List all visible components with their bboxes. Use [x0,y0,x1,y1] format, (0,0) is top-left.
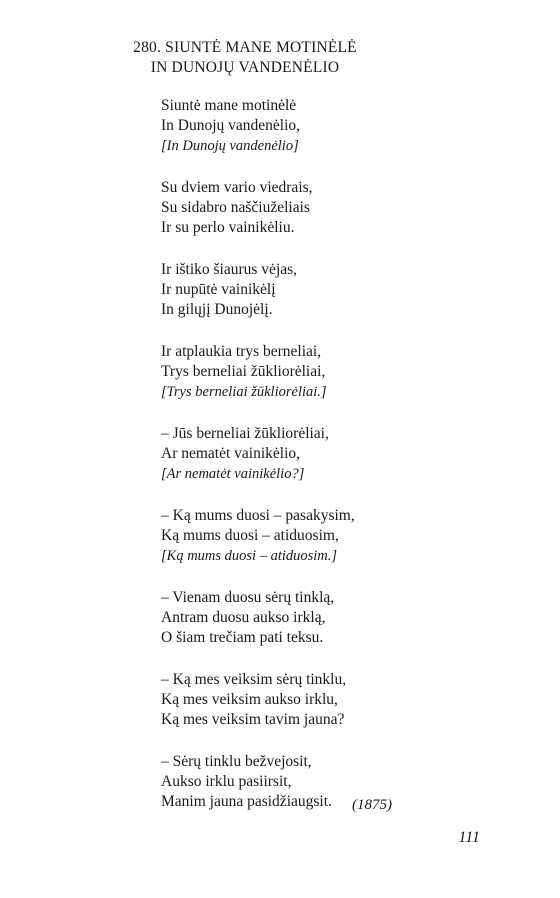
verse-line-bracketed: [Trys berneliai žūkliorėliai.] [161,384,327,400]
verse-line: In Dunojų vandenėlio, [161,117,301,134]
verse-line-bracketed: [In Dunojų vandenėlio] [161,138,299,154]
stanza-1 [161,96,491,156]
verse-line: – Sėrų tinklu bežvejosit, [161,753,312,770]
verse-line: In gilųjį Dunojėlį. [161,301,273,318]
stanza-2 [161,178,491,238]
stanza-8 [161,670,491,730]
verse-line: Ir atplaukia trys berneliai, [161,343,322,360]
stanza-5 [161,424,491,484]
verse-line: – Ką mums duosi – pasakysim, [161,507,355,524]
verse-line: Su sidabro naščiuželiais [161,199,310,216]
stanza-9 [161,752,491,812]
verse-line-bracketed: [Ką mums duosi – atiduosim.] [161,548,338,564]
poem-title-line-2: IN DUNOJŲ VANDENĖLIO [150,59,340,76]
verse-line: – Jūs berneliai žūkliorėliai, [161,425,329,442]
verse-line: Trys berneliai žūkliorėliai, [161,363,326,380]
stanza-6 [161,506,491,566]
stanza-4 [161,342,491,402]
poem-year: (1875) [352,797,392,813]
stanza-3 [161,260,491,320]
verse-line: Antram duosu aukso irklą, [161,609,326,626]
verse-line: Ką mes veiksim aukso irklu, [161,691,338,708]
poem-title-line-1: 280. SIUNTĖ MANE MOTINĖLĖ [133,39,357,56]
verse-line: Ir nupūtė vainikėlį [161,281,276,298]
verse-line-bracketed: [Ar nematėt vainikėlio?] [161,466,305,482]
verse-line: Ar nematėt vainikėlio, [161,445,301,462]
stanza-7 [161,588,491,648]
verse-line: O šiam trečiam pati teksu. [161,629,324,646]
verse-line: – Ką mes veiksim sėrų tinklu, [161,671,347,688]
verse-line: Ką mes veiksim tavim jauna? [161,711,345,728]
verse-line: Ir su perlo vainikėliu. [161,219,295,236]
poem-title [0,38,490,78]
page-number: 111 [458,829,480,846]
poem-body [161,96,491,834]
verse-line: Aukso irklu pasiirsit, [161,773,292,790]
verse-line: Su dviem vario viedrais, [161,179,313,196]
verse-line: Manim jauna pasidžiaugsit. [161,793,332,810]
verse-line: Ką mums duosi – atiduosim, [161,527,339,544]
verse-line: – Vienam duosu sėrų tinklą, [161,589,335,606]
verse-line: Ir ištiko šiaurus vėjas, [161,261,298,278]
verse-line: Siuntė mane motinėlė [161,97,297,114]
